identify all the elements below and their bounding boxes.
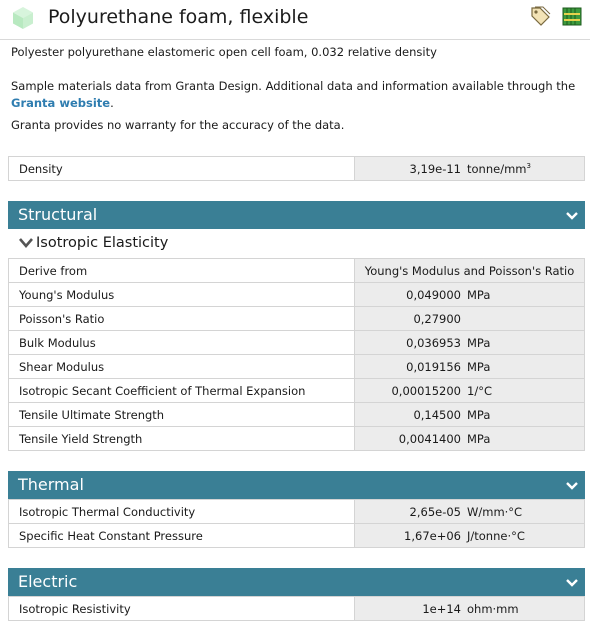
structural-table [8, 258, 585, 451]
link-suffix: . [110, 96, 114, 110]
table-row [9, 427, 585, 451]
section-thermal[interactable] [8, 471, 585, 499]
density-table [8, 156, 585, 181]
property-unit: ohm·mm [467, 601, 519, 616]
table-row [9, 331, 585, 355]
table-row [9, 500, 585, 524]
property-value-cell [355, 355, 585, 379]
chevron-down-icon[interactable] [18, 237, 34, 249]
library-book-icon[interactable] [561, 5, 583, 27]
property-label: Tensile Ultimate Strength [9, 403, 355, 427]
header-bar [0, 0, 590, 40]
property-value: 0,0041400 [398, 431, 461, 446]
property-label: Tensile Yield Strength [9, 427, 355, 451]
property-value: 0,27900 [413, 311, 461, 326]
property-value-cell [355, 524, 585, 548]
subsection-isotropic-elasticity[interactable] [18, 235, 168, 251]
property-value-cell [355, 283, 585, 307]
table-row [9, 379, 585, 403]
table-row [9, 307, 585, 331]
property-label: Specific Heat Constant Pressure [9, 524, 355, 548]
table-row [9, 597, 585, 621]
section-structural[interactable] [8, 201, 585, 229]
property-value-cell [355, 259, 585, 283]
property-unit: J/tonne·°C [467, 528, 525, 543]
table-row [9, 524, 585, 548]
property-unit: MPa [467, 335, 491, 350]
section-title: Structural [18, 205, 98, 224]
property-label: Density [9, 157, 355, 181]
electric-table [8, 596, 585, 621]
source-info-text: Sample materials data from Granta Design. Additional data and information available through the [11, 79, 576, 93]
property-label: Poisson's Ratio [9, 307, 355, 331]
table-row [9, 259, 585, 283]
property-value-cell [355, 427, 585, 451]
property-unit: MPa [467, 407, 491, 422]
property-value-cell [355, 307, 585, 331]
table-row [9, 355, 585, 379]
table-row [9, 403, 585, 427]
property-value: 2,65e-05 [409, 504, 461, 519]
property-unit: MPa [467, 431, 491, 446]
property-label: Shear Modulus [9, 355, 355, 379]
property-value: 0,036953 [406, 335, 461, 350]
property-value: 1e+14 [422, 601, 461, 616]
property-unit: 1/°C [467, 383, 492, 398]
property-label: Derive from [9, 259, 355, 283]
granta-website-link[interactable]: Granta website [11, 96, 111, 110]
page-title: Polyurethane foam, flexible [48, 6, 309, 28]
tag-icon[interactable] [529, 5, 551, 27]
property-unit: tonne/$mm^3$ [467, 161, 531, 176]
thermal-table [8, 499, 585, 548]
property-value-cell [355, 331, 585, 355]
property-value: 0,019156 [406, 359, 461, 374]
section-title: Electric [18, 572, 78, 591]
property-value: 3,19e-11 [409, 161, 461, 176]
material-cube-icon [11, 6, 35, 30]
property-value-cell [355, 157, 585, 181]
chevron-down-icon[interactable] [565, 576, 579, 590]
property-label: Young's Modulus [9, 283, 355, 307]
property-unit: MPa [467, 287, 491, 302]
subsection-title: Isotropic Elasticity [36, 235, 169, 251]
section-electric[interactable] [8, 568, 585, 596]
section-title: Thermal [18, 475, 84, 494]
property-label: Isotropic Resistivity [9, 597, 355, 621]
property-value: 0,049000 [406, 287, 461, 302]
table-row [9, 157, 585, 181]
granta-link-line [11, 96, 114, 110]
material-description: Polyester polyurethane elastomeric open cell foam, 0.032 relative density [11, 45, 437, 59]
property-value-cell [355, 500, 585, 524]
property-label: Bulk Modulus [9, 331, 355, 355]
property-label: Isotropic Secant Coefficient of Thermal Expansion [9, 379, 355, 403]
chevron-down-icon[interactable] [565, 209, 579, 223]
table-row [9, 283, 585, 307]
property-value-cell [355, 379, 585, 403]
property-value-cell [355, 403, 585, 427]
property-value-cell [355, 597, 585, 621]
property-value: Young's Modulus and Poisson's Ratio [364, 263, 575, 278]
property-value: 0,14500 [413, 407, 461, 422]
property-unit: W/mm·°C [467, 504, 523, 519]
property-value: 1,67e+06 [404, 528, 461, 543]
chevron-down-icon[interactable] [565, 479, 579, 493]
property-unit: MPa [467, 359, 491, 374]
warranty-text: Granta provides no warranty for the accuracy of the data. [11, 118, 345, 132]
property-value: 0,00015200 [391, 383, 461, 398]
property-label: Isotropic Thermal Conductivity [9, 500, 355, 524]
